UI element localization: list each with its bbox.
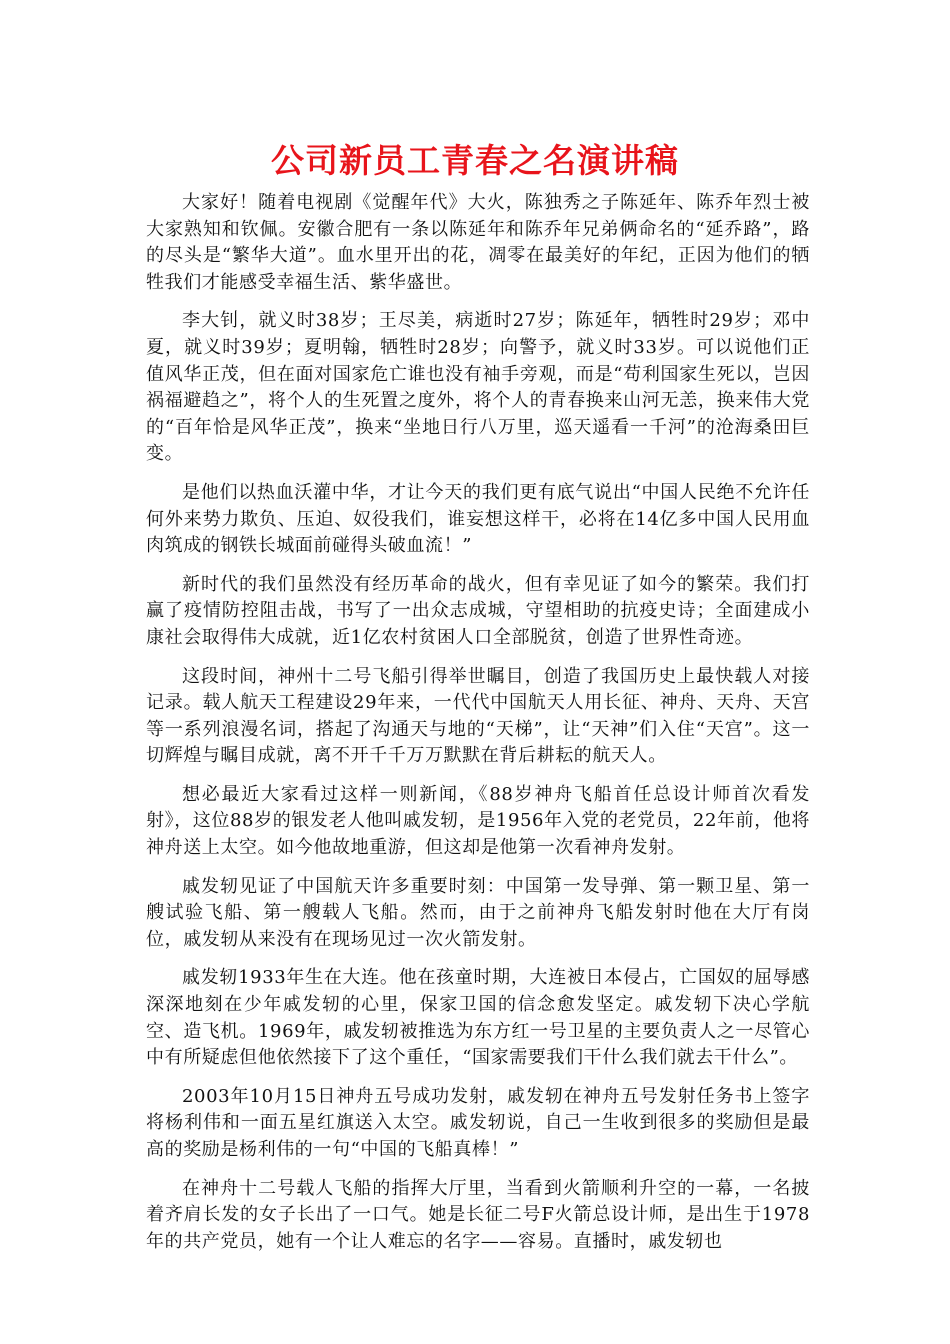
paragraph-5: 这段时间，神州十二号飞船引得举世瞩目，创造了我国历史上最快载人对接记录。载人航天工程建设29年来，一代代中国航天人用长征、神舟、天舟、天宫等一系列浪漫名词，搭起了沟通天与地的“天梯”，让“天神”们入住“天宫”。这一切辉煌与瞩目成就，离不开千千万万默默在背后耕耘的航天人。 xyxy=(146,665,810,767)
paragraph-2: 李大钊，就义时38岁；王尽美，病逝时27岁；陈延年，牺牲时29岁；邓中夏，就义时39岁；夏明翰，牺牲时28岁；向警予，就义时33岁。可以说他们正值风华正茂，但在面对国家危亡谁也没有袖手旁观，而是“苟利国家生死以，岂因祸福避趋之”，将个人的生死置之度外，将个人的青春换来山河无恙，换来伟大党的“百年恰是风华正茂”，换来“坐地日行八万里，巡天遥看一千河”的沧海桑田巨变。 xyxy=(146,310,810,465)
paragraph-8: 戚发轫1933年生在大连。他在孩童时期，大连被日本侵占，亡国奴的屈辱感深深地刻在少年戚发轫的心里，保家卫国的信念愈发坚定。戚发轫下决心学航空、造飞机。1969年，戚发轫被推选为东方红一号卫星的主要负责人之一尽管心中有所疑虑但他依然接下了这个重任，“国家需要我们干什么我们就去干什么”。 xyxy=(146,967,810,1069)
paragraph-9: 2003年10月15日神舟五号成功发射，戚发轫在神舟五号发射任务书上签字将杨利伟和一面五星红旗送入太空。戚发轫说，自己一生收到很多的奖励但是最高的奖励是杨利伟的一句“中国的飞船真棒！” xyxy=(146,1085,810,1160)
document-title: 公司新员工青春之名演讲稿 xyxy=(271,141,679,180)
paragraph-1: 大家好！随着电视剧《觉醒年代》大火，陈独秀之子陈延年、陈乔年烈士被大家熟知和钦佩。安徽合肥有一条以陈延年和陈乔年兄弟俩命名的“延乔路”，路的尽头是“繁华大道”。血水里开出的花，凋零在最美好的年纪，正因为他们的牺牲我们才能感受幸福生活、紫华盛世。 xyxy=(146,192,810,293)
document-body xyxy=(146,190,810,1267)
paragraph-7: 戚发轫见证了中国航天许多重要时刻：中国第一发导弹、第一颗卫星、第一艘试验飞船、第一艘载人飞船。然而，由于之前神舟飞船发射时他在大厅有岗位，戚发轫从来没有在现场见过一次火箭发射。 xyxy=(146,875,810,950)
paragraph-3: 是他们以热血沃灌中华，才让今天的我们更有底气说出“中国人民绝不允许任何外来势力欺负、压迫、奴役我们，谁妄想这样干，必将在14亿多中国人民用血肉筑成的钢铁长城面前碰得头破血流！” xyxy=(146,481,810,557)
paragraph-4: 新时代的我们虽然没有经历革命的战火，但有幸见证了如今的繁荣。我们打赢了疫情防控阻击战，书写了一出众志成城，守望相助的抗疫史诗；全面建成小康社会取得伟大成就，近1亿农村贫困人口全部脱贫，创造了世界性奇迹。 xyxy=(146,573,810,648)
paragraph-10: 在神舟十二号载人飞船的指挥大厅里，当看到火箭顺利升空的一幕，一名披着齐肩长发的女子长出了一口气。她是长征二号F火箭总设计师，是出生于1978年的共产党员，她有一个让人难忘的名字——容易。直播时，戚发轫也 xyxy=(146,1177,810,1252)
paragraph-6: 想必最近大家看过这样一则新闻，《88岁神舟飞船首任总设计师首次看发射》，这位88岁的银发老人他叫戚发轫，是1956年入党的老党员，22年前，他将神舟送上太空。如今他故地重游，但这却是他第一次看神舟发射。 xyxy=(146,783,811,859)
